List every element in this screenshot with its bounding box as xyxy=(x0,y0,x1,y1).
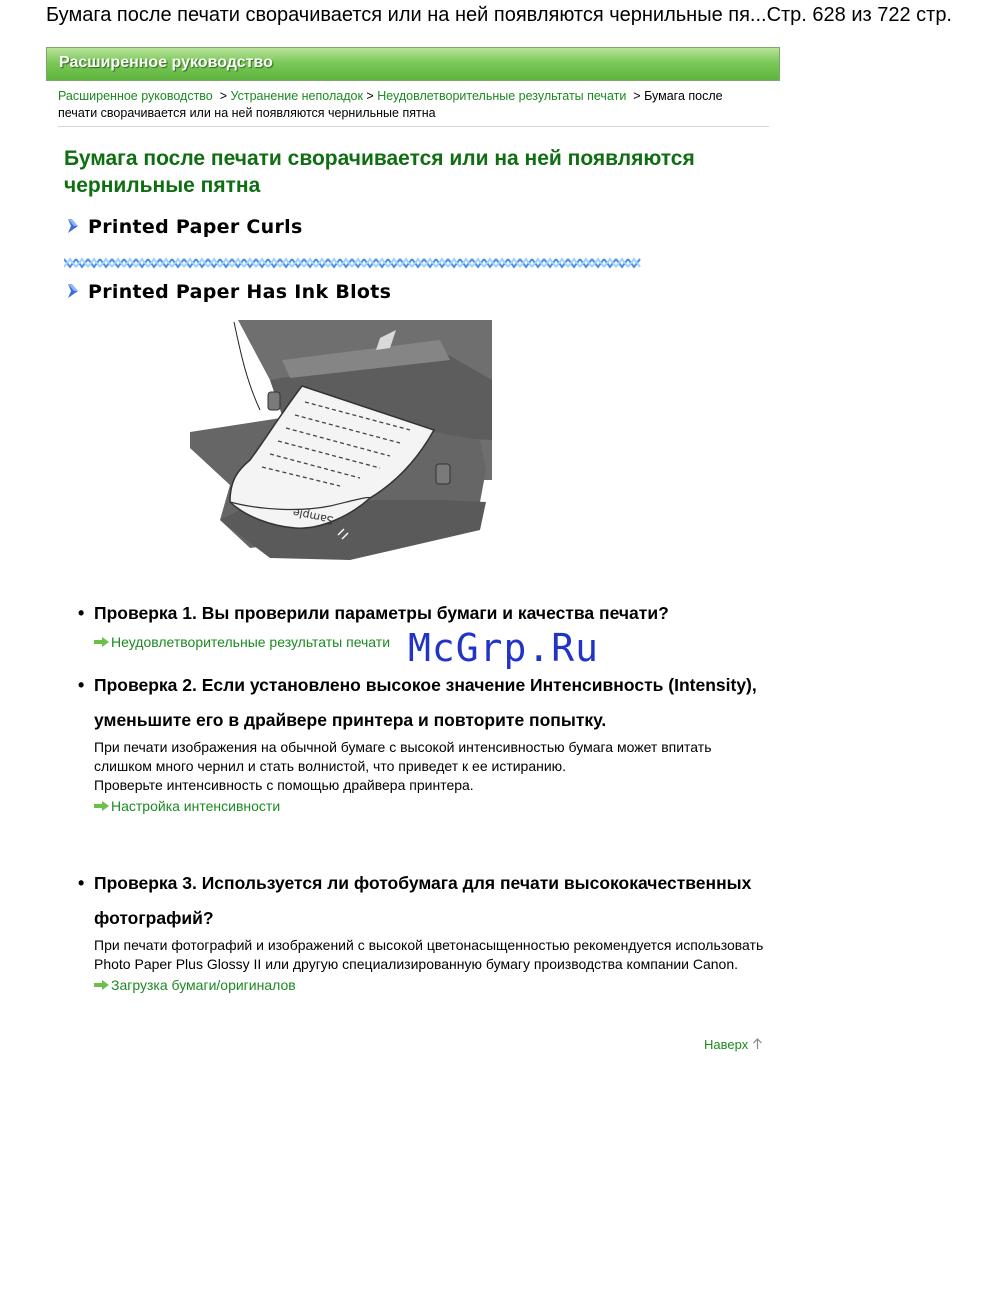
breadcrumb-link-troubleshooting[interactable]: Устранение неполадок xyxy=(230,89,363,103)
page-title: Бумага после печати сворачивается или на ней появляются чернильные пятна xyxy=(64,147,695,197)
check-item-3: • Проверка 3. Используется ли фотобумага для печати высококачественных фотографий? При печати фотографий и изображений с высокой цветонасыщенностью рекомендуется использовать Photo Paper Plus Glossy II или другую специализированную бумагу производства компании Canon. Загрузка бумаги/оригиналов xyxy=(78,866,768,996)
check-question: Проверка 2. Если установлено высокое значение Интенсивность (Intensity), уменьшите его в драйвере принтера и повторите попытку. xyxy=(94,675,757,730)
arrow-right-icon xyxy=(94,637,109,647)
section-heading-curls: Printed Paper Curls xyxy=(66,216,303,238)
arrow-right-icon xyxy=(94,980,109,990)
breadcrumb xyxy=(58,88,758,122)
breadcrumb-link-guide[interactable]: Расширенное руководство xyxy=(58,89,213,103)
breadcrumb-link-print-results[interactable]: Неудовлетворительные результаты печати xyxy=(377,89,627,103)
check-item-2: • Проверка 2. Если установлено высокое значение Интенсивность (Intensity), уменьшите его в драйвере принтера и повторите попытку. При печати изображения на обычной бумаге с высокой интенсивностью бумага может впитать слишком много чернил и стать волнистой, что приведет к ее истиранию. Проверьте интенсивность с помощью драйвера принтера. Настройка интенсивности xyxy=(78,668,768,817)
link-intensity-settings[interactable]: Настройка интенсивности xyxy=(94,795,768,817)
arrow-right-icon xyxy=(94,801,109,811)
document-title: Бумага после печати сворачивается или на ней появляются чернильные пя... xyxy=(46,4,767,26)
paper-sample-text: Sample xyxy=(291,505,335,527)
link-loading-paper[interactable]: Загрузка бумаги/оригиналов xyxy=(94,974,768,996)
arrow-up-icon xyxy=(752,1038,763,1050)
page-header xyxy=(46,2,956,28)
section-arrow-icon xyxy=(66,218,80,234)
guide-banner xyxy=(46,47,780,81)
page-number: Стр. 628 из 722 стр. xyxy=(766,4,952,26)
check-paragraph: Проверьте интенсивность с помощью драйвера принтера. xyxy=(94,777,474,793)
link-print-results[interactable]: Неудовлетворительные результаты печати xyxy=(94,631,768,653)
watermark: McGrp.Ru xyxy=(408,626,600,670)
check-item-1: • Проверка 1. Вы проверили параметры бумаги и качества печати? Неудовлетворительные результаты печати xyxy=(78,596,768,653)
breadcrumb-separator: > xyxy=(633,89,641,103)
section-arrow-icon xyxy=(66,283,80,299)
section-heading-ink-blots: Printed Paper Has Ink Blots xyxy=(66,281,391,303)
breadcrumb-separator: > xyxy=(366,89,374,103)
check-question: Проверка 1. Вы проверили параметры бумаги и качества печати? xyxy=(94,603,669,623)
check-paragraph: При печати изображения на обычной бумаге с высокой интенсивностью бумага может впитать слишком много чернил и стать волнистой, что приведет к ее истиранию. xyxy=(94,739,712,774)
decorative-divider xyxy=(64,256,646,270)
printer-curled-paper-illustration xyxy=(190,320,492,562)
breadcrumb-divider xyxy=(58,126,769,127)
back-to-top-link[interactable]: Наверх xyxy=(704,1037,763,1052)
breadcrumb-separator: > xyxy=(219,89,228,103)
banner-label: Расширенное руководство xyxy=(59,54,273,71)
check-paragraph: При печати фотографий и изображений с высокой цветонасыщенностью рекомендуется использовать Photo Paper Plus Glossy II или другую специализированную бумагу производства компании Canon. xyxy=(94,937,764,972)
check-question: Проверка 3. Используется ли фотобумага для печати высококачественных фотографий? xyxy=(94,873,752,928)
breadcrumb-current: Бумага после печати сворачивается или на ней появляются чернильные пятна xyxy=(58,89,723,120)
